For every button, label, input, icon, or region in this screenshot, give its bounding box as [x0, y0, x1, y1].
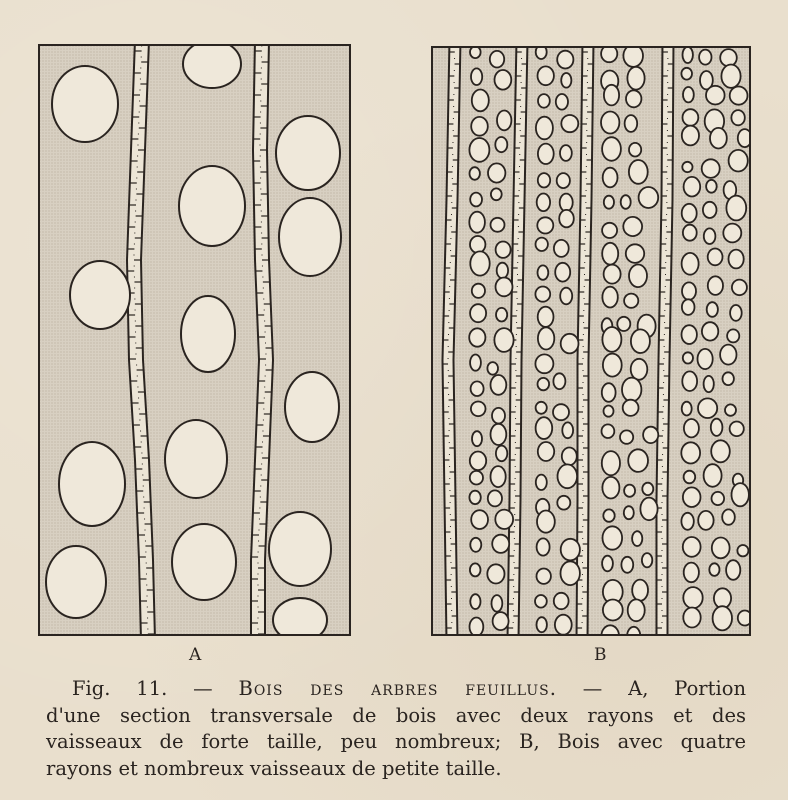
vessel	[623, 45, 643, 67]
vessel	[561, 561, 580, 585]
panel-label-b: B	[594, 645, 608, 665]
vessel	[469, 491, 480, 504]
vessel	[470, 193, 482, 207]
vessel	[643, 427, 658, 443]
vessel	[682, 299, 695, 315]
vessel	[470, 355, 481, 371]
vessel	[624, 506, 634, 519]
vessel	[602, 287, 617, 308]
vessel	[627, 627, 640, 646]
vessel	[470, 563, 481, 576]
vessel	[683, 587, 702, 608]
vessel	[602, 137, 621, 161]
vessel	[603, 526, 623, 549]
vessel	[492, 535, 509, 553]
vessel	[708, 249, 723, 266]
vessel	[723, 372, 734, 385]
vessel	[698, 398, 717, 418]
vessel	[537, 617, 547, 632]
vessel	[558, 464, 578, 488]
caption-line-3: vaisseaux de forte taille, peu nombreux; B, Bois avec quatre	[46, 730, 746, 753]
vessel	[732, 280, 747, 296]
vessel	[602, 243, 618, 265]
vessel	[469, 138, 489, 162]
vessel	[554, 593, 569, 609]
vessel	[537, 217, 553, 233]
vessel	[538, 307, 554, 327]
vessel	[601, 112, 619, 134]
vessel	[602, 327, 621, 352]
vessel	[491, 424, 507, 445]
vessel	[537, 194, 550, 212]
vessel	[470, 167, 480, 180]
vessel	[553, 373, 565, 389]
vessel	[683, 487, 701, 507]
vessel	[472, 284, 485, 298]
vessel	[538, 144, 554, 164]
vessel	[603, 509, 614, 521]
vessel	[626, 244, 644, 263]
vessel	[536, 238, 548, 251]
vessel	[712, 538, 730, 559]
vessel	[470, 46, 481, 58]
vessel	[560, 194, 573, 212]
vessel	[684, 471, 696, 484]
figure-caption	[46, 676, 746, 782]
vessel	[491, 188, 502, 200]
caption-line-1	[46, 676, 746, 703]
vessel	[561, 539, 580, 561]
vessel	[493, 612, 509, 630]
vessel	[727, 329, 739, 342]
vessel	[554, 240, 569, 257]
vessel	[699, 50, 711, 65]
vessel	[561, 115, 578, 132]
vessel	[535, 354, 553, 373]
vessel	[706, 86, 725, 105]
vessel	[639, 187, 659, 208]
vessel	[704, 464, 722, 487]
vessel	[495, 137, 507, 152]
vessel	[276, 116, 340, 190]
vessel	[470, 236, 485, 253]
vessel	[496, 446, 507, 462]
vessel	[495, 510, 513, 529]
vessel	[684, 419, 699, 437]
vessel	[629, 265, 647, 288]
vessel	[629, 143, 641, 157]
vessel	[561, 334, 579, 354]
vessel	[471, 381, 484, 396]
vessel	[623, 400, 639, 416]
vessel	[279, 198, 341, 276]
vessel	[620, 430, 633, 443]
vessel	[723, 224, 741, 243]
caption-dash: —	[582, 677, 603, 700]
vessel	[496, 242, 511, 258]
vessel	[730, 305, 742, 321]
vessel	[681, 68, 692, 80]
vessel	[604, 85, 619, 106]
vessel	[682, 204, 697, 223]
vessel	[603, 600, 623, 621]
vessel	[472, 90, 489, 112]
vessel	[559, 210, 574, 227]
vessel	[682, 282, 696, 299]
vessel	[604, 406, 614, 417]
vessel	[681, 442, 700, 463]
vessel	[488, 490, 502, 506]
vessel	[471, 117, 488, 136]
vessel	[487, 564, 504, 583]
vessel	[713, 606, 732, 630]
vessel	[535, 287, 550, 302]
vessel	[708, 276, 723, 295]
vessel	[536, 117, 553, 140]
vessel	[714, 588, 731, 608]
vessel	[557, 51, 573, 69]
caption-line-4: rayons et nombreux vaisseaux de petite taille.	[46, 756, 502, 780]
vessel	[470, 538, 481, 552]
vessel	[602, 477, 619, 499]
caption-line-2: d'une section transversale de bois avec deux rayons et des	[46, 703, 746, 727]
vessel	[729, 150, 748, 172]
vessel	[469, 328, 485, 346]
vessel	[704, 228, 716, 244]
vessel	[720, 345, 736, 365]
vessel	[537, 510, 555, 532]
vessel	[683, 608, 700, 628]
vessel	[471, 68, 482, 85]
vessel	[623, 217, 642, 236]
vessel	[726, 560, 740, 580]
vessel	[538, 94, 550, 108]
vessel	[70, 261, 130, 329]
panel-a-section	[39, 40, 350, 642]
vessel	[537, 538, 550, 555]
vessel	[720, 49, 737, 66]
vessel	[469, 212, 485, 233]
vessel	[624, 294, 638, 308]
vessel	[535, 595, 547, 608]
vessel	[536, 402, 547, 414]
vessel	[702, 322, 718, 340]
vessel	[737, 545, 748, 556]
vessel	[625, 115, 638, 132]
vessel	[703, 202, 717, 218]
vessel	[496, 278, 513, 297]
vessel	[602, 424, 615, 438]
vessel	[490, 51, 504, 68]
vessel	[495, 70, 512, 90]
vessel	[629, 160, 648, 184]
vessel	[471, 510, 488, 529]
vessel	[557, 173, 570, 188]
vessel	[683, 109, 699, 126]
vessel	[682, 371, 697, 391]
vessel	[183, 40, 241, 88]
vessel	[181, 296, 235, 372]
vessel	[538, 66, 554, 85]
vessel	[496, 308, 507, 322]
vessel	[621, 557, 633, 573]
vessel	[702, 159, 720, 178]
vessel	[491, 466, 506, 487]
caption-figure-number: Fig. 11.	[72, 677, 168, 700]
panel-b-section	[432, 40, 752, 647]
vessel	[491, 218, 505, 232]
vessel	[631, 329, 650, 353]
vessel	[470, 251, 489, 275]
vessel	[709, 563, 719, 576]
vessel	[538, 378, 550, 390]
vessel	[560, 145, 572, 161]
vessel	[52, 66, 118, 142]
vessel	[497, 111, 511, 131]
vessel	[494, 328, 513, 352]
vessel	[165, 420, 227, 498]
vessel	[560, 288, 572, 305]
vessel	[487, 362, 498, 375]
vessel	[731, 110, 744, 125]
vessel	[711, 440, 730, 462]
vessel	[712, 492, 725, 505]
vessel	[730, 422, 744, 437]
vessel	[710, 128, 727, 149]
vessel	[602, 451, 620, 475]
vessel	[536, 475, 547, 490]
vessel	[59, 442, 125, 526]
vessel	[470, 618, 484, 637]
vessel	[492, 595, 503, 612]
vessel	[628, 449, 648, 472]
vessel	[562, 422, 573, 438]
vessel	[711, 419, 723, 436]
vessel	[488, 163, 505, 182]
vessel	[556, 94, 568, 110]
vessel	[553, 404, 569, 420]
caption-line1-rest: A, Portion	[628, 677, 747, 700]
vessel	[172, 524, 236, 600]
vessel	[470, 452, 486, 471]
vessel	[631, 359, 648, 380]
vessel	[538, 442, 554, 461]
vessel	[497, 263, 508, 279]
vessel	[730, 87, 748, 105]
vessel	[684, 177, 701, 197]
vessel	[624, 485, 635, 497]
vessel	[632, 531, 642, 546]
vessel	[725, 404, 736, 415]
vessel	[642, 553, 652, 567]
vessel	[627, 67, 644, 90]
vessel	[617, 317, 630, 331]
vessel	[729, 250, 744, 269]
vessel	[471, 402, 486, 417]
vessel	[604, 196, 614, 209]
vessel	[681, 513, 693, 530]
vessel	[682, 162, 692, 172]
vessel	[537, 569, 551, 584]
vessel	[538, 327, 554, 349]
vessel	[683, 537, 701, 557]
vessel	[603, 168, 618, 188]
vessel	[536, 417, 553, 439]
vessel	[603, 354, 622, 377]
caption-title: Bois des arbres feuillus.	[238, 677, 557, 700]
vessel	[621, 195, 631, 209]
vessel	[684, 563, 699, 583]
vessel	[602, 556, 613, 572]
vessel	[557, 496, 570, 510]
vessel	[732, 483, 749, 506]
vessel	[682, 325, 697, 344]
vessel	[492, 408, 505, 424]
vessel	[704, 376, 714, 392]
vessel	[682, 402, 692, 416]
vessel	[682, 253, 699, 275]
vessel	[683, 352, 693, 363]
vessel	[683, 225, 697, 241]
vessel	[470, 304, 486, 322]
vessel	[555, 263, 570, 282]
vessel	[683, 87, 694, 102]
vessel	[538, 173, 550, 187]
vessel	[698, 349, 713, 369]
vessel	[285, 372, 339, 442]
vessel	[602, 223, 617, 238]
vessel	[706, 180, 717, 193]
vessel	[491, 375, 507, 395]
panel-label-a: A	[189, 645, 203, 665]
vessel	[622, 378, 641, 402]
vessel	[722, 509, 735, 524]
vessel	[472, 431, 482, 446]
vessel	[726, 196, 746, 221]
vessel	[470, 471, 483, 485]
vessel	[642, 483, 653, 495]
vessel	[602, 383, 616, 402]
vessel	[46, 546, 106, 618]
vessel	[683, 47, 693, 63]
vessel	[470, 594, 480, 609]
vessel	[640, 498, 657, 521]
vessel	[561, 73, 571, 88]
vessel	[604, 265, 621, 284]
vessel	[628, 599, 645, 621]
vessel	[682, 126, 699, 146]
vessel	[555, 615, 572, 635]
vessel	[698, 511, 713, 530]
vessel	[721, 65, 740, 88]
vessel	[269, 512, 331, 586]
caption-dash: —	[193, 677, 213, 700]
vessel	[179, 166, 245, 246]
vessel	[632, 580, 648, 601]
vessel	[626, 90, 641, 107]
vessel	[707, 302, 718, 317]
vessel	[538, 265, 549, 279]
vessel	[562, 448, 577, 466]
